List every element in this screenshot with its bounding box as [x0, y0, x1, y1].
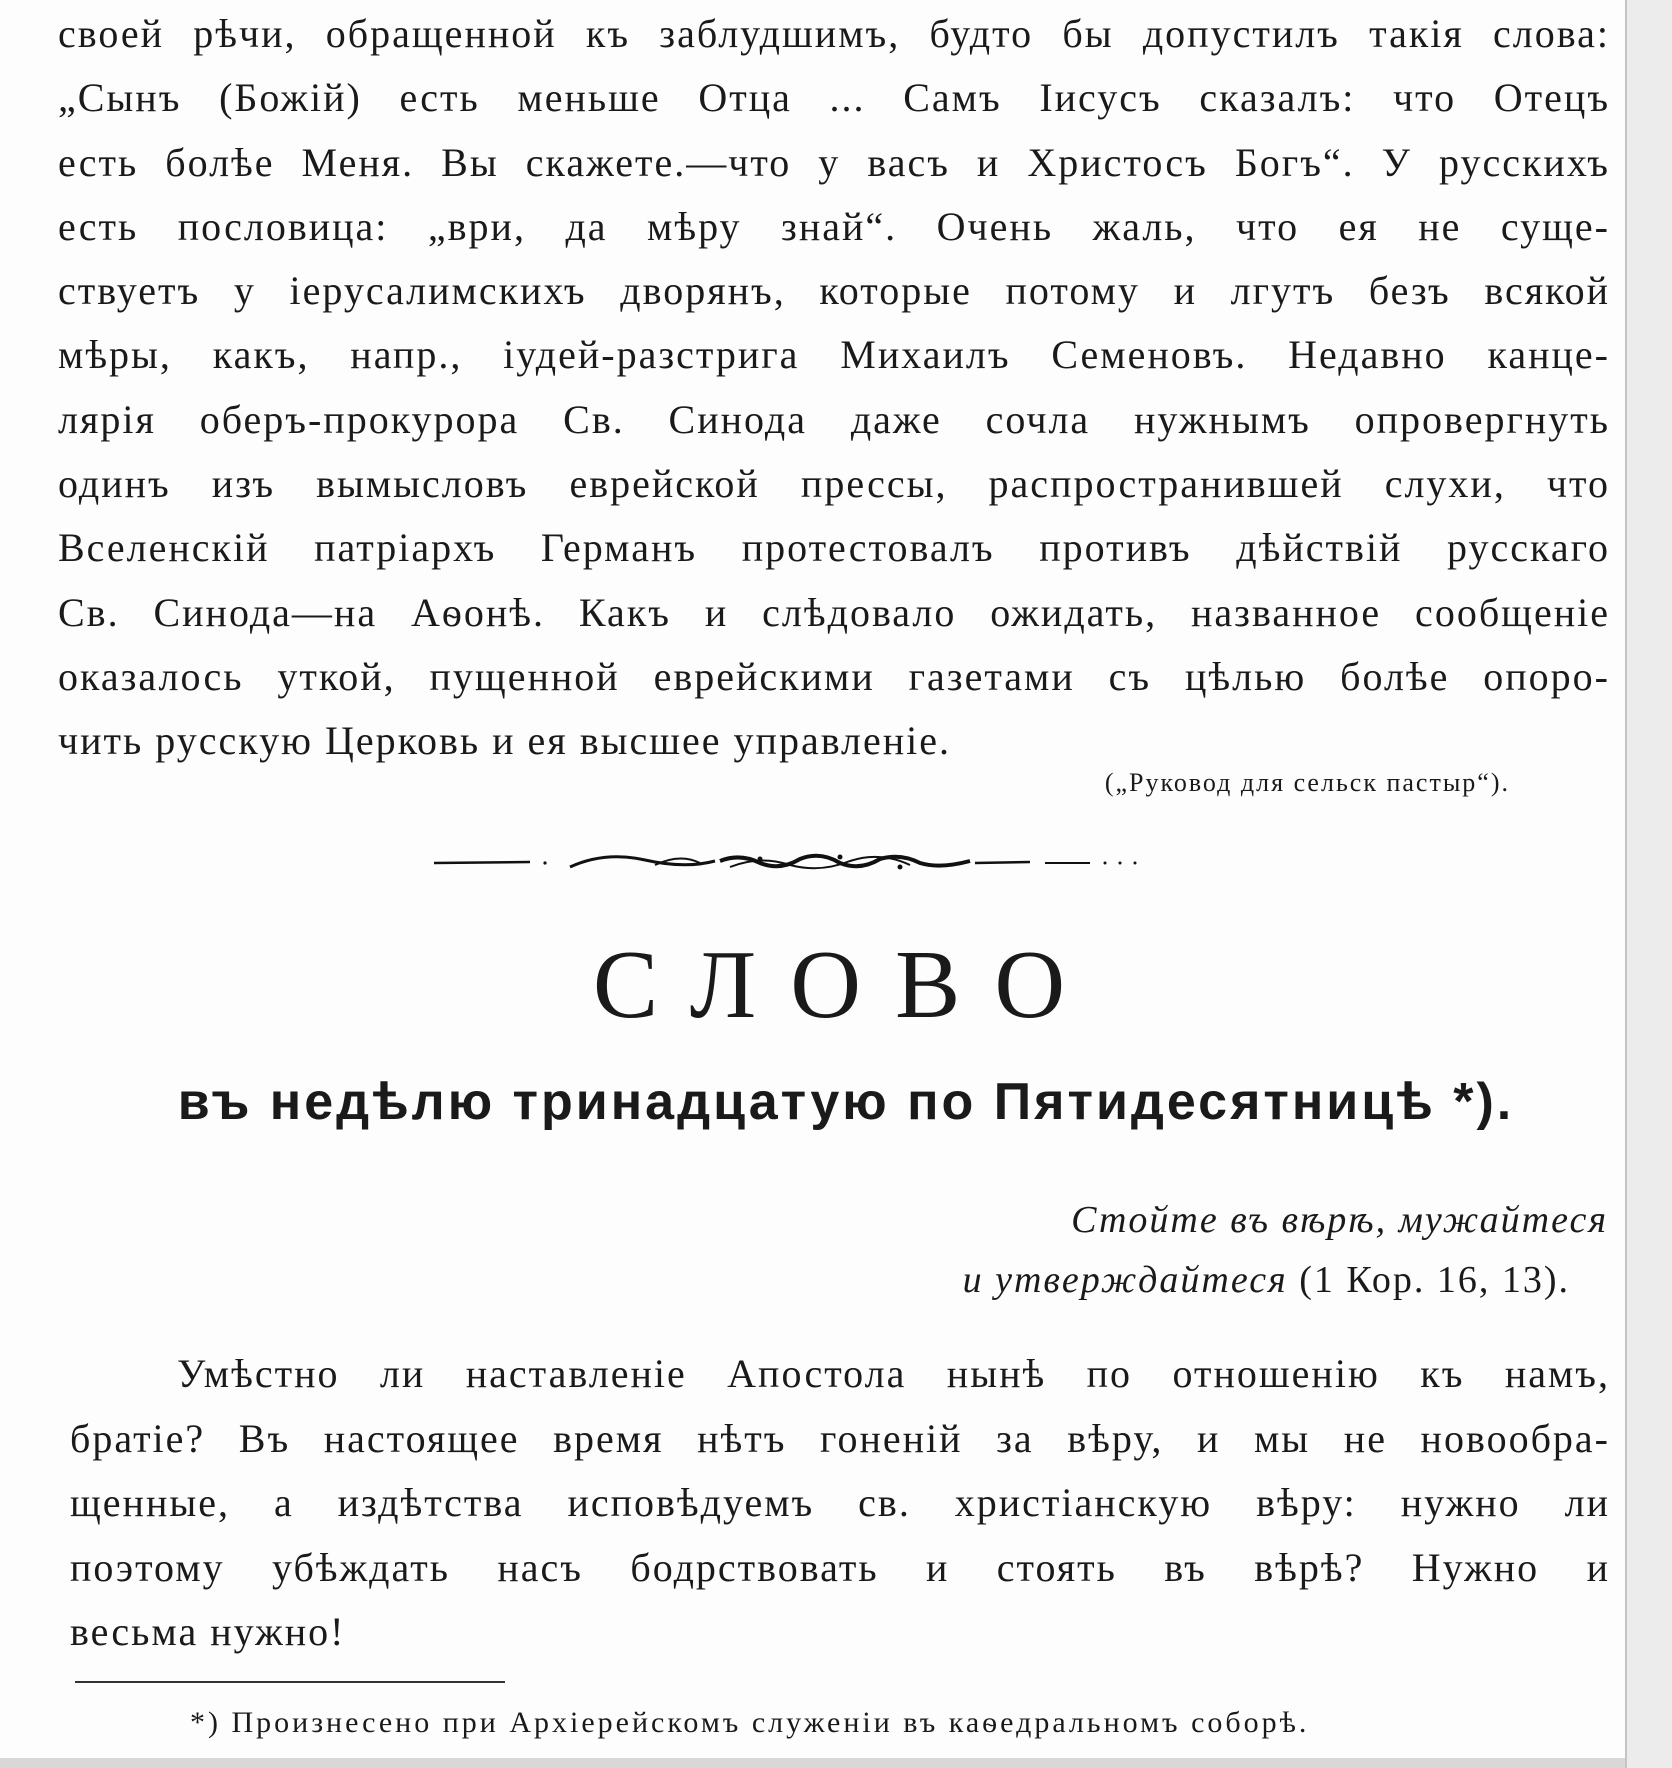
viewer-right-frame — [1625, 0, 1672, 1768]
text-line: ствуетъ у іерусалимскихъ дворянъ, которые потому и лгутъ безъ всякой — [58, 268, 1610, 314]
text-line: своей рѣчи, обращенной къ заблудшимъ, будто бы допустилъ такія слова: — [58, 11, 1610, 56]
text-line: одинъ изъ вымысловъ еврейской прессы, распространившей слухи, что — [58, 461, 1610, 507]
text-line: „Сынъ (Божій) есть меньше Отца ... Самъ Іисусъ сказалъ: что Отецъ — [58, 75, 1610, 121]
source-attribution: („Руковод для сельск пастыр“). — [1104, 768, 1510, 797]
ornamental-divider — [430, 845, 1220, 881]
text-line: мѣры, какъ, напр., іудей-разстрига Михаилъ Семеновъ. Недавно канце- — [58, 332, 1610, 378]
viewer-bottom-frame — [0, 1758, 1625, 1768]
sermon-body — [70, 1342, 1610, 1665]
text-line: Умѣстно ли наставленіе Апостола нынѣ по отношенію къ намъ, — [177, 1351, 1610, 1396]
upper-paragraph — [58, 2, 1610, 774]
text-line: братіе? Въ настоящее время нѣтъ гоненій за вѣру, и мы не новообра- — [70, 1415, 1610, 1461]
text-line: Св. Синода—на Аѳонѣ. Какъ и слѣдовало ожидать, названное сообщеніе — [58, 589, 1610, 635]
text-line: щенные, а издѣтства исповѣдуемъ св. христіанскую вѣру: нужно ли — [70, 1480, 1610, 1525]
text-line: оказалось уткой, пущенной еврейскими газетами съ цѣлью болѣе опоро- — [58, 653, 1610, 699]
text-line: есть болѣе Меня. Вы скажете.—что у васъ и Христосъ Богъ“. У русскихъ — [58, 139, 1610, 185]
text-line: поэтому убѣждать насъ бодрствовать и стоять въ вѣрѣ? Нужно и — [70, 1544, 1610, 1590]
sermon-title: СЛОВО — [592, 931, 1100, 1039]
footnote-divider — [75, 1681, 505, 1683]
epigraph-quote: Стойте въ вѣрѣ, мужайтеся — [1071, 1199, 1608, 1241]
text-line: есть пословица: „ври, да мѣру знай“. Очень жаль, что ея не суще- — [58, 203, 1610, 249]
scripture-reference: (1 Кор. 16, 13). — [1299, 1259, 1570, 1301]
epigraph-line — [800, 1250, 1608, 1310]
epigraph-line — [800, 1190, 1608, 1250]
text-line: лярія оберъ-прокурора Св. Синода даже сочла нужнымъ опровергнуть — [58, 396, 1610, 442]
epigraph — [800, 1190, 1608, 1310]
text-line: Вселенскій патріархъ Германъ протестовалъ противъ дѣйствій русскаго — [58, 525, 1610, 571]
text-line: чить русскую Церковь и ея высшее управленіе. — [58, 718, 952, 764]
footnote: *) Произнесено при Архіерейскомъ служеніи въ каѳедральномъ соборѣ. — [190, 1706, 1310, 1739]
sermon-subtitle: въ недѣлю тринадцатую по Пятидесятницѣ *). — [177, 1073, 1515, 1131]
text-line: весьма нужно! — [70, 1609, 346, 1654]
epigraph-quote: и утверждайтеся — [962, 1259, 1288, 1301]
